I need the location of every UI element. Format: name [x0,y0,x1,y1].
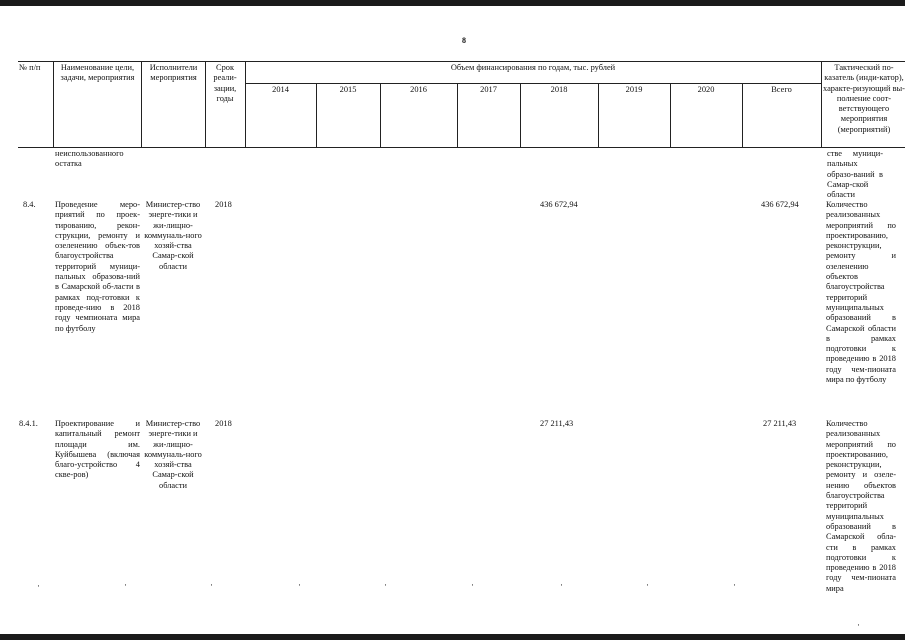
row-name: Проведение меро-приятий по проек-тированию, рекон-струкции, ремонту и озеленению объек-тов благоустройства территорий муници-пальных образова-ний в Самарской об-ласти в рамках под-готовки к проведе-нию в 2018 году чемпионата мира по футболу [55,200,140,333]
row-indicator: Количество реализованных мероприятий по проектированию, реконструкции, ремонту и озеленению объектов благоустройства территорий муниципальных образований в Самарской области в рамках подготовки к проведению в 2018 году чем-пионата мира по футболу [826,200,896,385]
header-total: Всего [771,85,792,94]
header-year-2016: 2016 [410,85,427,94]
page-number: 8 [462,36,466,45]
row-total: 436 672,94 [761,200,799,209]
continuation-name: неиспользованного остатка [55,149,124,169]
row-term: 2018 [215,200,232,209]
row-name: Проектирование и капитальный ремонт площади им. Куйбышева (включая благо-устройство 4 скве-ров) [55,419,140,480]
row-executor: Министер-ство энерге-тики и жи-лищно-коммуналь-ного хозяй-ства Самар-ской области [144,419,202,490]
header-term: Срок реали-зации, годы [213,63,237,103]
header-num: № п/п [19,63,41,72]
row-amount-2018: 27 211,43 [540,419,574,428]
row-executor: Министер-ство энерге-тики и жи-лищно-коммуналь-ного хозяй-ства Самар-ской области [144,200,202,271]
header-financing: Объем финансирования по годам, тыс. рублей [450,63,616,72]
header-year-2015: 2015 [339,85,357,94]
row-indicator: Количество реализованных мероприятий по проектированию, реконструкции, ремонту и озеле-нению объектов благоустройства территорий муниципальных образований в Самарской обла-сти в рамках подготовки к проведению в 2018 году чем-пионата мира [826,419,896,593]
header-executors: Исполнители мероприятия [149,63,198,83]
row-term: 2018 [215,419,232,428]
row-amount-2018: 436 672,94 [540,200,578,209]
row-number: 8.4. [23,200,36,209]
row-total: 27 211,43 [763,419,797,428]
header-name: Наименование цели, задачи, мероприятия [60,63,135,83]
header-year-2014: 2014 [272,85,289,94]
header-year-2017: 2017 [480,85,497,94]
scan-top-border [0,0,905,6]
continuation-indicator: стве муници-пальных образо-ваний в Самар-ской области [827,149,883,200]
header-year-2020: 2020 [697,85,715,94]
header-year-2019: 2019 [625,85,643,94]
header-indicator: Тактический по-казатель (инди-катор), характе-ризующий вы-полнение соот-ветствующего мероприятия (мероприятий) [823,63,905,134]
header-year-2018: 2018 [550,85,568,94]
scan-bottom-border [0,634,905,640]
row-number: 8.4.1. [19,419,38,428]
